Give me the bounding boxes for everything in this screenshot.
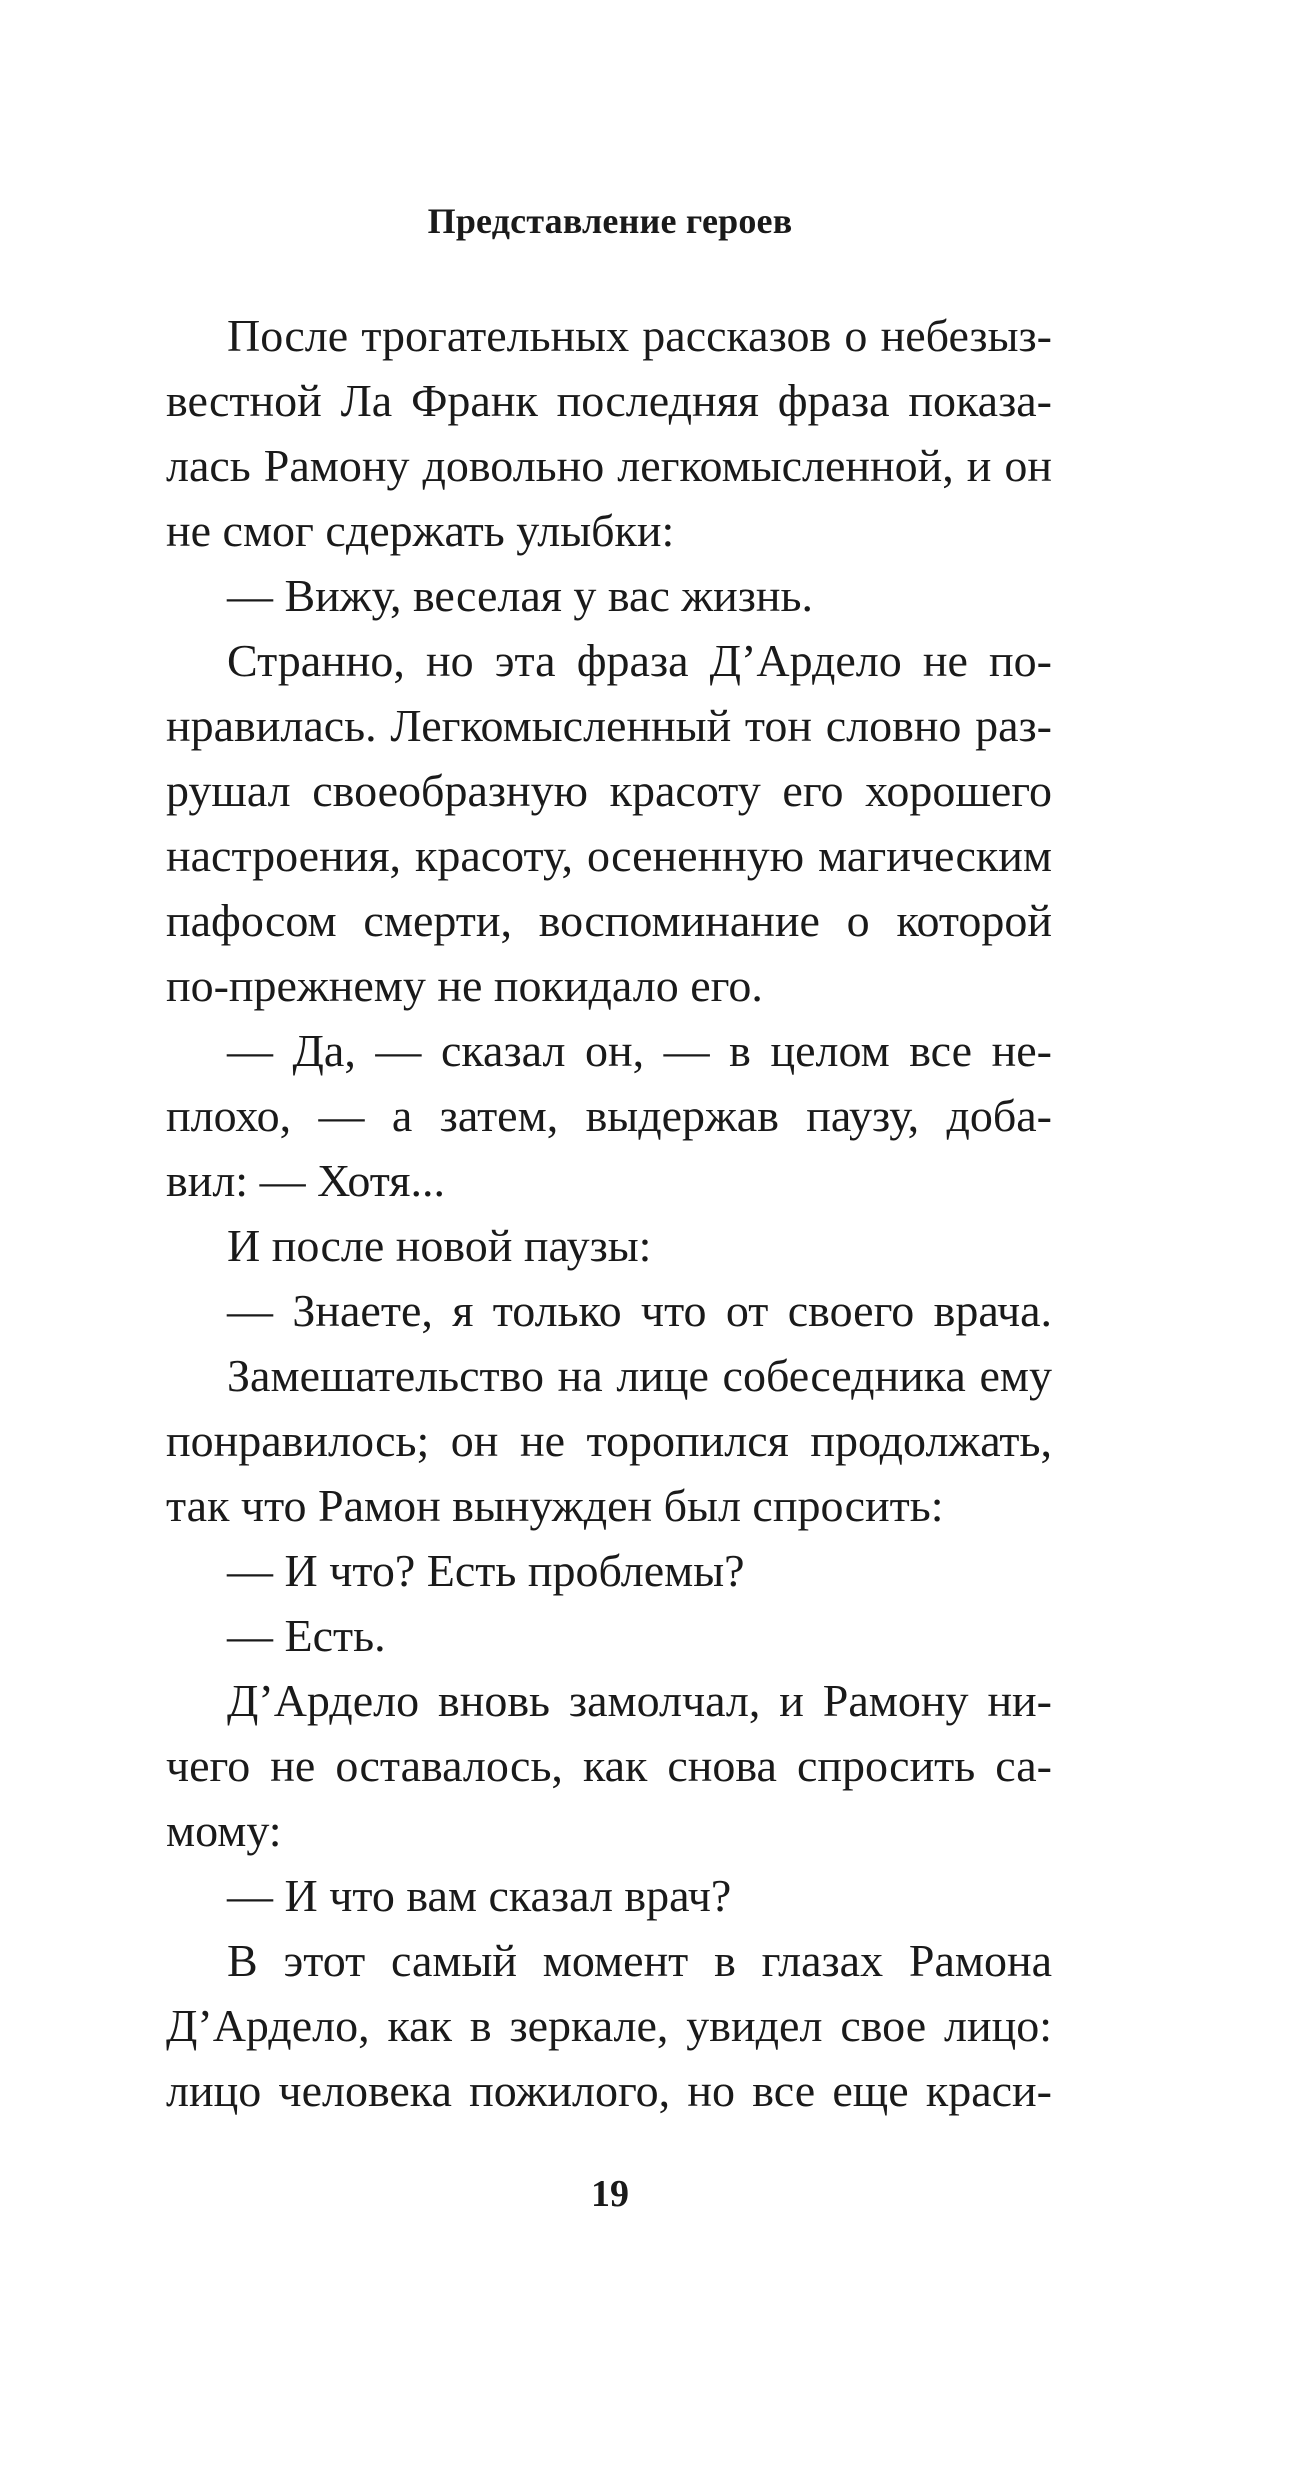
text-line: — Да, — сказал он, — в целом все не- <box>227 1025 1052 1076</box>
text-line: В этот самый момент в глазах Рамона <box>227 1935 1052 1986</box>
text-line: пафосом смерти, воспоминание о которой <box>166 895 1052 946</box>
text-line: по-прежнему не покидало его. <box>166 960 763 1011</box>
text-line: — Есть. <box>227 1610 386 1661</box>
text-line: — И что? Есть проблемы? <box>227 1545 745 1596</box>
text-line: чего не оставалось, как снова спросить са- <box>166 1740 1052 1791</box>
text-line: Д’Ардело вновь замолчал, и Рамону ни- <box>227 1675 1052 1726</box>
text-line: И после новой паузы: <box>227 1220 652 1271</box>
body-text <box>166 303 1052 2123</box>
text-line: плохо, — а затем, выдержав паузу, доба- <box>166 1090 1052 1141</box>
text-line: Д’Ардело, как в зеркале, увидел свое лицо: <box>166 2000 1052 2051</box>
text-line: лицо человека пожилого, но все еще краси- <box>166 2065 1052 2116</box>
text-line: нравилась. Легкомысленный тон словно раз- <box>166 700 1052 751</box>
text-line: рушал своеобразную красоту его хорошего <box>166 765 1052 816</box>
text-line: — Знаете, я только что от своего врача. <box>227 1285 1052 1336</box>
text-line: Странно, но эта фраза Д’Ардело не по- <box>227 635 1052 686</box>
text-line: не смог сдержать улыбки: <box>166 505 675 556</box>
text-line: вил: — Хотя... <box>166 1155 445 1206</box>
text-line: — И что вам сказал врач? <box>227 1870 732 1921</box>
text-line: Замешательство на лице собеседника ему <box>227 1350 1052 1401</box>
text-line: мому: <box>166 1805 282 1856</box>
text-line: так что Рамон вынужден был спросить: <box>166 1480 944 1531</box>
text-line: лась Рамону довольно легкомысленной, и он <box>166 440 1052 491</box>
running-head: Представление героев <box>427 201 793 241</box>
text-line: После трогательных рассказов о небезыз- <box>227 310 1052 361</box>
text-line: — Вижу, веселая у вас жизнь. <box>227 570 814 621</box>
page-number: 19 <box>591 2173 629 2215</box>
text-line: вестной Ла Франк последняя фраза показа- <box>166 375 1052 426</box>
text-line: настроения, красоту, осененную магическим <box>166 830 1052 881</box>
text-line: понравилось; он не торопился продолжать, <box>166 1415 1052 1466</box>
